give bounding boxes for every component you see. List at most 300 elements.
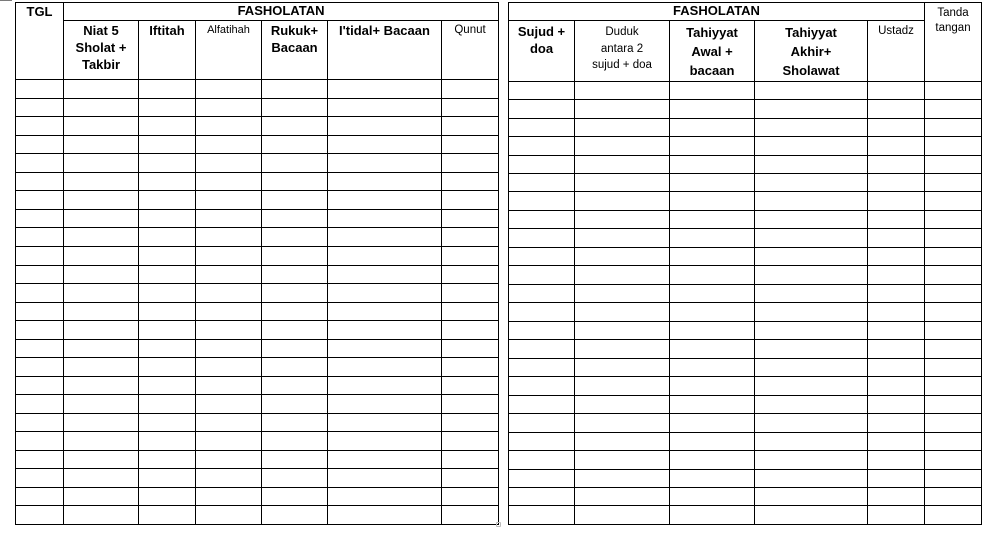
table-cell[interactable] <box>139 487 196 506</box>
table-cell[interactable] <box>670 118 755 136</box>
table-cell[interactable] <box>16 172 64 191</box>
table-cell[interactable] <box>64 487 139 506</box>
table-cell[interactable] <box>575 377 670 395</box>
table-cell[interactable] <box>925 192 982 210</box>
table-cell[interactable] <box>442 395 499 414</box>
table-cell[interactable] <box>575 266 670 284</box>
table-cell[interactable] <box>755 229 868 247</box>
table-cell[interactable] <box>868 414 925 432</box>
table-cell[interactable] <box>670 247 755 265</box>
table-cell[interactable] <box>262 339 328 358</box>
table-cell[interactable] <box>509 229 575 247</box>
table-cell[interactable] <box>925 358 982 376</box>
table-cell[interactable] <box>64 191 139 210</box>
table-cell[interactable] <box>64 117 139 136</box>
table-cell[interactable] <box>196 80 262 99</box>
table-cell[interactable] <box>575 100 670 118</box>
table-cell[interactable] <box>328 506 442 525</box>
table-cell[interactable] <box>196 395 262 414</box>
table-cell[interactable] <box>64 469 139 488</box>
table-cell[interactable] <box>16 154 64 173</box>
table-cell[interactable] <box>509 377 575 395</box>
table-cell[interactable] <box>139 209 196 228</box>
table-cell[interactable] <box>575 137 670 155</box>
table-cell[interactable] <box>442 172 499 191</box>
table-cell[interactable] <box>509 395 575 413</box>
table-cell[interactable] <box>868 247 925 265</box>
table-cell[interactable] <box>868 395 925 413</box>
table-cell[interactable] <box>262 469 328 488</box>
table-cell[interactable] <box>755 137 868 155</box>
table-cell[interactable] <box>509 321 575 339</box>
table-cell[interactable] <box>16 413 64 432</box>
table-cell[interactable] <box>328 191 442 210</box>
table-cell[interactable] <box>139 469 196 488</box>
table-cell[interactable] <box>16 135 64 154</box>
table-cell[interactable] <box>64 432 139 451</box>
table-cell[interactable] <box>755 395 868 413</box>
table-cell[interactable] <box>755 155 868 173</box>
table-cell[interactable] <box>925 284 982 302</box>
table-cell[interactable] <box>925 432 982 450</box>
table-cell[interactable] <box>509 174 575 192</box>
table-cell[interactable] <box>575 303 670 321</box>
table-cell[interactable] <box>328 98 442 117</box>
table-cell[interactable] <box>442 117 499 136</box>
table-cell[interactable] <box>509 210 575 228</box>
table-cell[interactable] <box>328 321 442 340</box>
table-cell[interactable] <box>196 339 262 358</box>
table-cell[interactable] <box>575 229 670 247</box>
table-cell[interactable] <box>64 450 139 469</box>
table-cell[interactable] <box>670 229 755 247</box>
table-cell[interactable] <box>139 135 196 154</box>
table-cell[interactable] <box>139 358 196 377</box>
table-cell[interactable] <box>575 155 670 173</box>
table-cell[interactable] <box>16 358 64 377</box>
table-cell[interactable] <box>925 210 982 228</box>
table-cell[interactable] <box>262 432 328 451</box>
table-cell[interactable] <box>575 395 670 413</box>
table-cell[interactable] <box>509 340 575 358</box>
table-cell[interactable] <box>925 266 982 284</box>
table-cell[interactable] <box>328 413 442 432</box>
table-cell[interactable] <box>509 451 575 469</box>
table-cell[interactable] <box>755 174 868 192</box>
table-cell[interactable] <box>670 155 755 173</box>
table-cell[interactable] <box>868 210 925 228</box>
table-cell[interactable] <box>442 321 499 340</box>
table-cell[interactable] <box>670 321 755 339</box>
table-cell[interactable] <box>262 228 328 247</box>
table-cell[interactable] <box>16 247 64 266</box>
table-cell[interactable] <box>139 247 196 266</box>
table-cell[interactable] <box>442 450 499 469</box>
table-cell[interactable] <box>196 302 262 321</box>
table-cell[interactable] <box>670 358 755 376</box>
table-cell[interactable] <box>670 432 755 450</box>
table-cell[interactable] <box>925 118 982 136</box>
table-cell[interactable] <box>196 117 262 136</box>
table-cell[interactable] <box>16 376 64 395</box>
table-cell[interactable] <box>670 81 755 99</box>
table-cell[interactable] <box>139 302 196 321</box>
table-cell[interactable] <box>139 413 196 432</box>
table-cell[interactable] <box>575 451 670 469</box>
table-cell[interactable] <box>575 469 670 487</box>
table-cell[interactable] <box>139 98 196 117</box>
table-cell[interactable] <box>64 172 139 191</box>
table-cell[interactable] <box>64 80 139 99</box>
table-cell[interactable] <box>755 210 868 228</box>
table-cell[interactable] <box>16 228 64 247</box>
table-cell[interactable] <box>139 154 196 173</box>
table-cell[interactable] <box>262 284 328 303</box>
table-cell[interactable] <box>670 100 755 118</box>
table-cell[interactable] <box>16 265 64 284</box>
table-cell[interactable] <box>925 174 982 192</box>
table-cell[interactable] <box>868 100 925 118</box>
table-cell[interactable] <box>442 98 499 117</box>
table-cell[interactable] <box>670 303 755 321</box>
table-cell[interactable] <box>16 506 64 525</box>
table-cell[interactable] <box>442 506 499 525</box>
table-cell[interactable] <box>575 432 670 450</box>
table-cell[interactable] <box>262 247 328 266</box>
table-cell[interactable] <box>575 81 670 99</box>
table-cell[interactable] <box>16 450 64 469</box>
table-cell[interactable] <box>139 395 196 414</box>
table-cell[interactable] <box>925 247 982 265</box>
table-cell[interactable] <box>196 135 262 154</box>
table-cell[interactable] <box>64 339 139 358</box>
table-cell[interactable] <box>328 172 442 191</box>
table-cell[interactable] <box>670 284 755 302</box>
table-cell[interactable] <box>670 174 755 192</box>
table-cell[interactable] <box>868 469 925 487</box>
table-cell[interactable] <box>509 81 575 99</box>
table-cell[interactable] <box>139 117 196 136</box>
table-cell[interactable] <box>64 228 139 247</box>
table-cell[interactable] <box>755 266 868 284</box>
table-cell[interactable] <box>64 321 139 340</box>
table-cell[interactable] <box>196 432 262 451</box>
table-cell[interactable] <box>196 265 262 284</box>
table-cell[interactable] <box>262 321 328 340</box>
table-cell[interactable] <box>755 506 868 525</box>
table-cell[interactable] <box>139 321 196 340</box>
table-cell[interactable] <box>442 284 499 303</box>
table-cell[interactable] <box>670 137 755 155</box>
table-cell[interactable] <box>64 302 139 321</box>
table-cell[interactable] <box>139 339 196 358</box>
table-cell[interactable] <box>755 432 868 450</box>
table-cell[interactable] <box>139 228 196 247</box>
table-cell[interactable] <box>196 487 262 506</box>
table-cell[interactable] <box>755 377 868 395</box>
table-cell[interactable] <box>262 191 328 210</box>
table-cell[interactable] <box>196 376 262 395</box>
table-cell[interactable] <box>755 284 868 302</box>
table-cell[interactable] <box>868 487 925 505</box>
table-cell[interactable] <box>16 284 64 303</box>
table-cell[interactable] <box>262 413 328 432</box>
table-cell[interactable] <box>442 358 499 377</box>
table-cell[interactable] <box>925 377 982 395</box>
table-cell[interactable] <box>262 154 328 173</box>
table-cell[interactable] <box>328 469 442 488</box>
table-cell[interactable] <box>755 247 868 265</box>
table-cell[interactable] <box>509 247 575 265</box>
table-cell[interactable] <box>139 191 196 210</box>
table-cell[interactable] <box>64 376 139 395</box>
table-cell[interactable] <box>328 487 442 506</box>
table-cell[interactable] <box>868 118 925 136</box>
table-cell[interactable] <box>262 487 328 506</box>
table-cell[interactable] <box>509 137 575 155</box>
table-cell[interactable] <box>328 228 442 247</box>
table-cell[interactable] <box>442 413 499 432</box>
table-cell[interactable] <box>328 265 442 284</box>
table-cell[interactable] <box>670 487 755 505</box>
table-cell[interactable] <box>16 80 64 99</box>
table-cell[interactable] <box>328 339 442 358</box>
table-cell[interactable] <box>755 100 868 118</box>
table-cell[interactable] <box>16 432 64 451</box>
table-cell[interactable] <box>868 174 925 192</box>
table-cell[interactable] <box>925 506 982 525</box>
table-cell[interactable] <box>16 321 64 340</box>
table-cell[interactable] <box>670 469 755 487</box>
table-cell[interactable] <box>16 98 64 117</box>
table-cell[interactable] <box>755 414 868 432</box>
table-cell[interactable] <box>16 487 64 506</box>
table-cell[interactable] <box>16 191 64 210</box>
table-cell[interactable] <box>509 155 575 173</box>
table-cell[interactable] <box>328 302 442 321</box>
table-cell[interactable] <box>755 469 868 487</box>
table-cell[interactable] <box>139 506 196 525</box>
table-cell[interactable] <box>328 284 442 303</box>
table-cell[interactable] <box>868 81 925 99</box>
table-cell[interactable] <box>196 209 262 228</box>
table-cell[interactable] <box>670 395 755 413</box>
table-cell[interactable] <box>755 358 868 376</box>
table-cell[interactable] <box>196 284 262 303</box>
table-cell[interactable] <box>509 506 575 525</box>
table-cell[interactable] <box>262 80 328 99</box>
table-cell[interactable] <box>262 395 328 414</box>
table-cell[interactable] <box>868 303 925 321</box>
table-cell[interactable] <box>509 100 575 118</box>
table-cell[interactable] <box>670 414 755 432</box>
table-cell[interactable] <box>64 265 139 284</box>
table-cell[interactable] <box>868 506 925 525</box>
table-cell[interactable] <box>670 266 755 284</box>
table-cell[interactable] <box>139 172 196 191</box>
table-cell[interactable] <box>868 358 925 376</box>
table-cell[interactable] <box>670 377 755 395</box>
table-cell[interactable] <box>509 414 575 432</box>
table-cell[interactable] <box>868 284 925 302</box>
table-cell[interactable] <box>925 229 982 247</box>
table-cell[interactable] <box>442 339 499 358</box>
table-cell[interactable] <box>868 155 925 173</box>
table-cell[interactable] <box>575 118 670 136</box>
table-cell[interactable] <box>262 98 328 117</box>
table-cell[interactable] <box>670 210 755 228</box>
table-cell[interactable] <box>328 209 442 228</box>
table-cell[interactable] <box>196 321 262 340</box>
table-cell[interactable] <box>868 451 925 469</box>
table-cell[interactable] <box>64 506 139 525</box>
table-cell[interactable] <box>509 192 575 210</box>
table-cell[interactable] <box>196 98 262 117</box>
table-cell[interactable] <box>196 469 262 488</box>
table-cell[interactable] <box>196 413 262 432</box>
table-cell[interactable] <box>670 451 755 469</box>
table-cell[interactable] <box>925 321 982 339</box>
table-cell[interactable] <box>442 265 499 284</box>
table-cell[interactable] <box>509 358 575 376</box>
table-cell[interactable] <box>509 469 575 487</box>
table-cell[interactable] <box>262 376 328 395</box>
table-cell[interactable] <box>868 432 925 450</box>
table-cell[interactable] <box>868 377 925 395</box>
table-cell[interactable] <box>196 154 262 173</box>
table-cell[interactable] <box>262 172 328 191</box>
table-cell[interactable] <box>575 506 670 525</box>
table-cell[interactable] <box>925 81 982 99</box>
table-cell[interactable] <box>509 284 575 302</box>
table-cell[interactable] <box>328 117 442 136</box>
table-cell[interactable] <box>64 135 139 154</box>
table-cell[interactable] <box>925 395 982 413</box>
table-cell[interactable] <box>868 137 925 155</box>
table-cell[interactable] <box>509 303 575 321</box>
table-cell[interactable] <box>196 506 262 525</box>
table-cell[interactable] <box>868 229 925 247</box>
table-cell[interactable] <box>196 228 262 247</box>
table-cell[interactable] <box>755 192 868 210</box>
table-cell[interactable] <box>64 413 139 432</box>
table-cell[interactable] <box>64 284 139 303</box>
table-cell[interactable] <box>575 174 670 192</box>
table-cell[interactable] <box>925 303 982 321</box>
table-cell[interactable] <box>755 118 868 136</box>
table-cell[interactable] <box>442 469 499 488</box>
table-cell[interactable] <box>442 209 499 228</box>
table-cell[interactable] <box>328 450 442 469</box>
table-cell[interactable] <box>442 80 499 99</box>
table-cell[interactable] <box>328 80 442 99</box>
table-cell[interactable] <box>328 376 442 395</box>
table-cell[interactable] <box>868 192 925 210</box>
table-cell[interactable] <box>16 117 64 136</box>
table-cell[interactable] <box>868 321 925 339</box>
table-cell[interactable] <box>442 487 499 506</box>
table-cell[interactable] <box>328 395 442 414</box>
table-cell[interactable] <box>64 358 139 377</box>
table-cell[interactable] <box>575 210 670 228</box>
table-cell[interactable] <box>328 154 442 173</box>
table-cell[interactable] <box>139 450 196 469</box>
table-cell[interactable] <box>925 414 982 432</box>
table-cell[interactable] <box>328 358 442 377</box>
table-cell[interactable] <box>196 172 262 191</box>
table-cell[interactable] <box>262 450 328 469</box>
table-cell[interactable] <box>64 209 139 228</box>
table-cell[interactable] <box>925 100 982 118</box>
table-cell[interactable] <box>575 284 670 302</box>
table-cell[interactable] <box>670 192 755 210</box>
table-cell[interactable] <box>509 266 575 284</box>
table-cell[interactable] <box>16 302 64 321</box>
table-cell[interactable] <box>925 340 982 358</box>
table-cell[interactable] <box>868 340 925 358</box>
table-cell[interactable] <box>328 135 442 154</box>
table-cell[interactable] <box>575 192 670 210</box>
table-cell[interactable] <box>442 432 499 451</box>
table-cell[interactable] <box>196 358 262 377</box>
table-cell[interactable] <box>442 376 499 395</box>
table-cell[interactable] <box>196 191 262 210</box>
table-cell[interactable] <box>262 209 328 228</box>
table-cell[interactable] <box>575 321 670 339</box>
table-cell[interactable] <box>64 395 139 414</box>
table-cell[interactable] <box>509 487 575 505</box>
table-cell[interactable] <box>509 432 575 450</box>
table-cell[interactable] <box>262 135 328 154</box>
table-cell[interactable] <box>16 469 64 488</box>
table-cell[interactable] <box>262 506 328 525</box>
table-cell[interactable] <box>575 340 670 358</box>
table-cell[interactable] <box>755 81 868 99</box>
table-cell[interactable] <box>670 506 755 525</box>
table-cell[interactable] <box>139 80 196 99</box>
table-cell[interactable] <box>442 154 499 173</box>
table-cell[interactable] <box>196 450 262 469</box>
table-cell[interactable] <box>196 247 262 266</box>
table-cell[interactable] <box>16 339 64 358</box>
table-cell[interactable] <box>328 432 442 451</box>
table-cell[interactable] <box>442 228 499 247</box>
table-cell[interactable] <box>262 358 328 377</box>
table-cell[interactable] <box>64 247 139 266</box>
table-cell[interactable] <box>64 154 139 173</box>
table-cell[interactable] <box>868 266 925 284</box>
table-cell[interactable] <box>16 209 64 228</box>
table-cell[interactable] <box>755 321 868 339</box>
table-cell[interactable] <box>925 469 982 487</box>
table-cell[interactable] <box>442 302 499 321</box>
table-cell[interactable] <box>139 376 196 395</box>
table-cell[interactable] <box>139 265 196 284</box>
table-cell[interactable] <box>670 340 755 358</box>
table-cell[interactable] <box>16 395 64 414</box>
table-cell[interactable] <box>925 451 982 469</box>
table-cell[interactable] <box>262 117 328 136</box>
table-cell[interactable] <box>442 191 499 210</box>
table-cell[interactable] <box>925 487 982 505</box>
table-cell[interactable] <box>64 98 139 117</box>
table-cell[interactable] <box>755 451 868 469</box>
table-cell[interactable] <box>328 247 442 266</box>
table-cell[interactable] <box>925 137 982 155</box>
table-cell[interactable] <box>262 302 328 321</box>
table-cell[interactable] <box>509 118 575 136</box>
table-cell[interactable] <box>262 265 328 284</box>
